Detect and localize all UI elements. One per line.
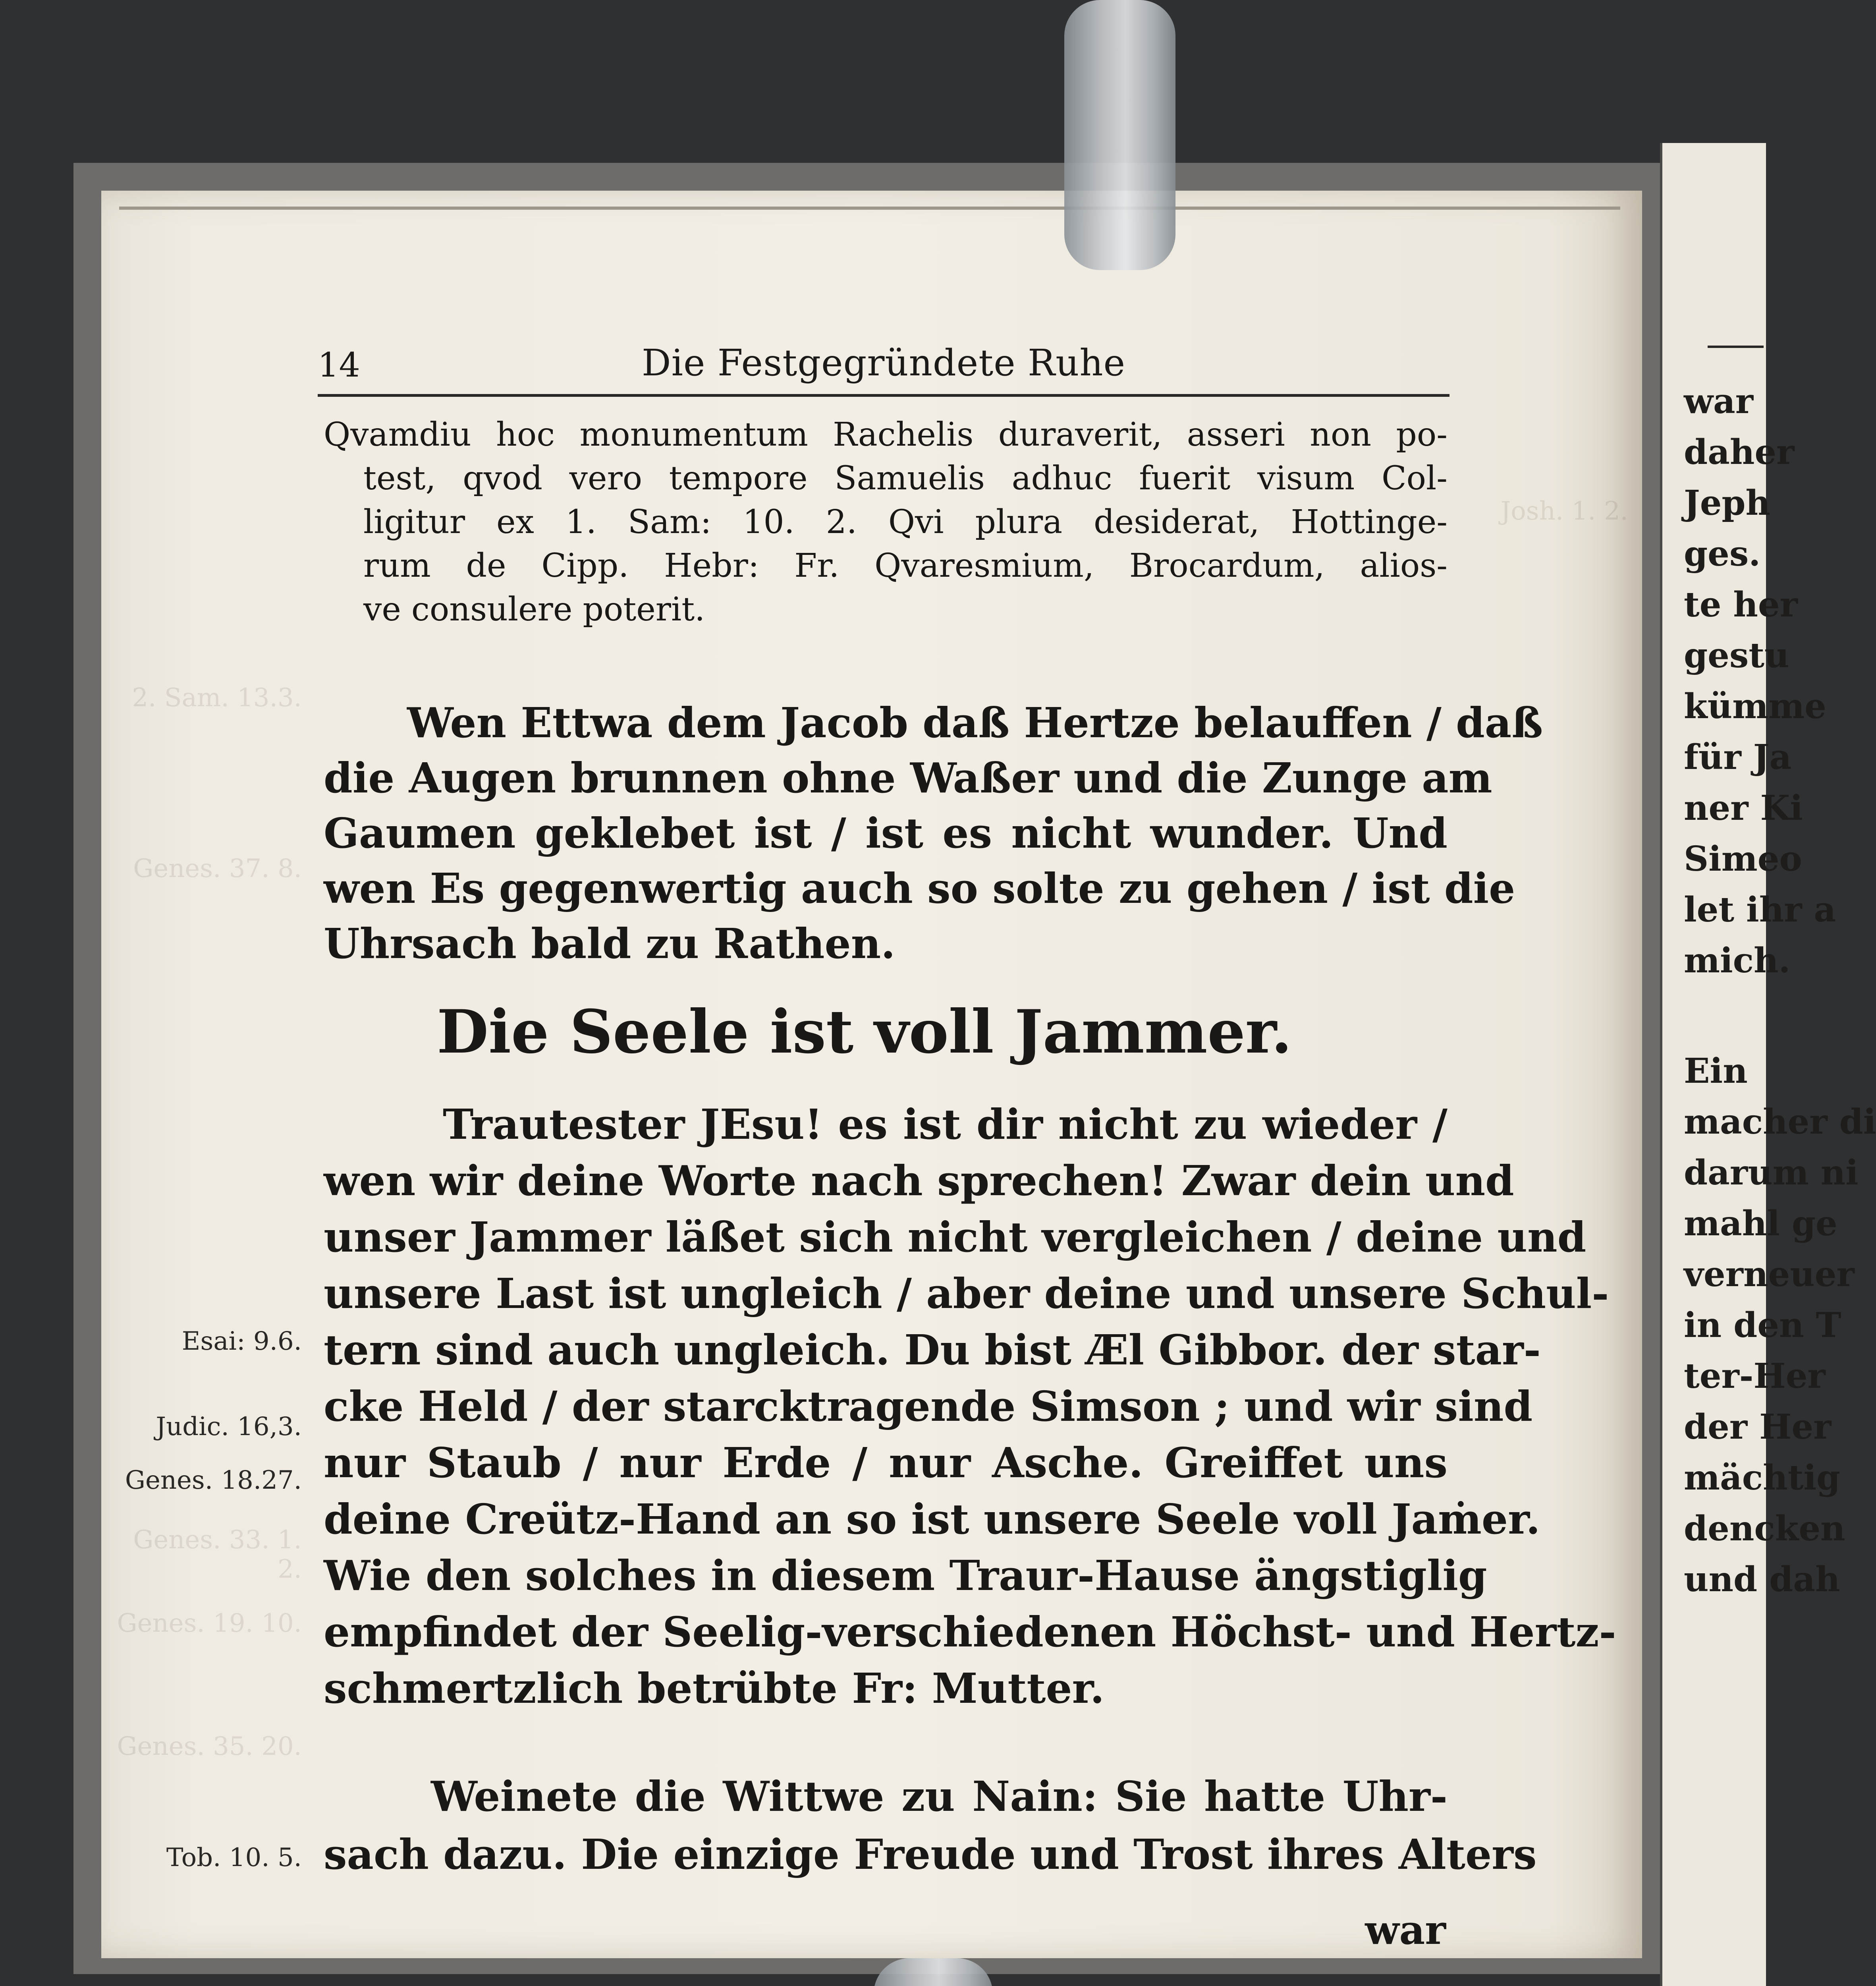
text-line: deine Creütz-Hand an so ist unsere Seele voll Jaṁer. — [324, 1495, 1540, 1544]
paragraph-3 — [324, 1768, 1537, 1884]
facing-line: dencken — [1684, 1509, 1845, 1549]
facing-line: und dah — [1684, 1559, 1840, 1600]
facing-line: ter-Her — [1684, 1356, 1826, 1396]
head-rule — [318, 394, 1449, 397]
facing-line: Simeo — [1684, 839, 1802, 879]
facing-line: Jeph — [1684, 483, 1771, 523]
text-line: Uhrsach bald zu Rathen. — [324, 919, 896, 968]
margin-note-tob: Tob. 10. 5. — [166, 1843, 302, 1872]
text-line: die Augen brunnen ohne Waßer und die Zunge am — [324, 753, 1492, 802]
facing-line: macher di — [1684, 1102, 1876, 1142]
text-line: Wie den solches in diesem Traur-Hause ängstiglig — [324, 1551, 1487, 1600]
text-line: cke Held / der starcktragende Simson ; und wir sind — [324, 1382, 1533, 1431]
facing-line: darum ni — [1684, 1153, 1859, 1193]
text-line: Weinete die Wittwe zu Nain: Sie hatte Uhr- — [431, 1772, 1448, 1821]
show-through-note: Genes. 35. 20. — [117, 1732, 302, 1761]
paragraph-1 — [324, 695, 1543, 971]
show-through-note: Genes. 33. 1. 2. — [133, 1525, 302, 1584]
facing-page-rule — [1708, 346, 1764, 348]
facing-line: ner Ki — [1684, 788, 1803, 828]
facing-line: ges. — [1684, 534, 1761, 574]
text-line: nur Staub / nur Erde / nur Asche. Greiffet uns — [324, 1438, 1448, 1487]
text-line: Gaumen geklebet ist / ist es nicht wunder. Und — [324, 809, 1448, 858]
text-line: tern sind auch ungleich. Du bist Æl Gibbor. der star- — [324, 1325, 1541, 1374]
text-line: unser Jammer läßet sich nicht vergleichen / deine und — [324, 1213, 1586, 1262]
text-line: Wen Ettwa dem Jacob daß Hertze belauffen / daß — [407, 698, 1543, 747]
facing-line: in den T — [1684, 1305, 1841, 1345]
facing-line: gestu — [1684, 636, 1789, 676]
text-line: unsere Last ist ungleich / aber deine und unsere Schul- — [324, 1269, 1609, 1318]
latin-paragraph — [324, 413, 1448, 632]
text-line: Trautester JEsu! es ist dir nicht zu wieder / — [443, 1100, 1448, 1149]
running-title: Die Festgegründete Ruhe — [641, 342, 1126, 384]
margin-note-genes: Genes. 18.27. — [125, 1466, 302, 1495]
section-heading: Die Seele ist voll Jammer. — [437, 997, 1292, 1067]
page-number: 14 — [318, 346, 360, 384]
text-line: ligitur ex 1. Sam: 10. 2. Qvi plura desiderat, Hottinge- — [363, 503, 1448, 541]
text-line: schmertzlich betrübte Fr: Mutter. — [324, 1664, 1105, 1713]
facing-line: mächtig — [1684, 1458, 1841, 1498]
text-line: rum de Cipp. Hebr: Fr. Qvaresmium, Brocardum, alios- — [363, 547, 1448, 585]
text-line: empfindet der Seelig-verschiedenen Höchst- und Hertz- — [324, 1607, 1616, 1656]
text-line: wen Es gegenwertig auch so solte zu gehen / ist die — [324, 864, 1515, 913]
facing-line: der Her — [1684, 1407, 1832, 1447]
facing-line: kümme — [1684, 686, 1826, 726]
facing-line: let ihr a — [1684, 890, 1836, 930]
facing-line: war — [1684, 381, 1754, 421]
text-line: ve consulere poterit. — [363, 591, 705, 628]
show-through-note: Genes. 37. 8. — [133, 854, 302, 883]
page-edge-top — [119, 207, 1620, 210]
facing-line: mich. — [1684, 941, 1791, 981]
text-line: sach dazu. Die einzige Freude und Trost ihres Alters — [324, 1830, 1537, 1879]
facing-page-text — [1684, 381, 1876, 1610]
show-through-note: 2. Sam. 13.3. — [132, 683, 302, 713]
catchword: war — [1365, 1907, 1446, 1953]
facing-line: daher — [1684, 432, 1795, 472]
page-holder-clip-top — [1064, 0, 1175, 270]
text-line: Qvamdiu hoc monumentum Rachelis duraverit, asseri non po- — [324, 416, 1448, 454]
facing-line: mahl ge — [1684, 1204, 1837, 1244]
show-through-note: Josh. 1. 2. — [1500, 496, 1628, 526]
facing-line: te her — [1684, 585, 1798, 625]
margin-note-judic: Judic. 16,3. — [156, 1412, 302, 1441]
facing-line: Ein — [1684, 1051, 1748, 1091]
text-line: wen wir deine Worte nach sprechen! Zwar dein und — [324, 1156, 1514, 1205]
running-head — [318, 338, 1449, 393]
paragraph-2 — [324, 1096, 1616, 1717]
text-line: test, qvod vero tempore Samuelis adhuc fuerit visum Col- — [363, 460, 1448, 497]
facing-line: für Ja — [1684, 737, 1792, 777]
show-through-note: Genes. 19. 10. — [117, 1609, 302, 1638]
facing-line: verneuer — [1684, 1254, 1855, 1294]
margin-note-esai: Esai: 9.6. — [181, 1327, 302, 1356]
